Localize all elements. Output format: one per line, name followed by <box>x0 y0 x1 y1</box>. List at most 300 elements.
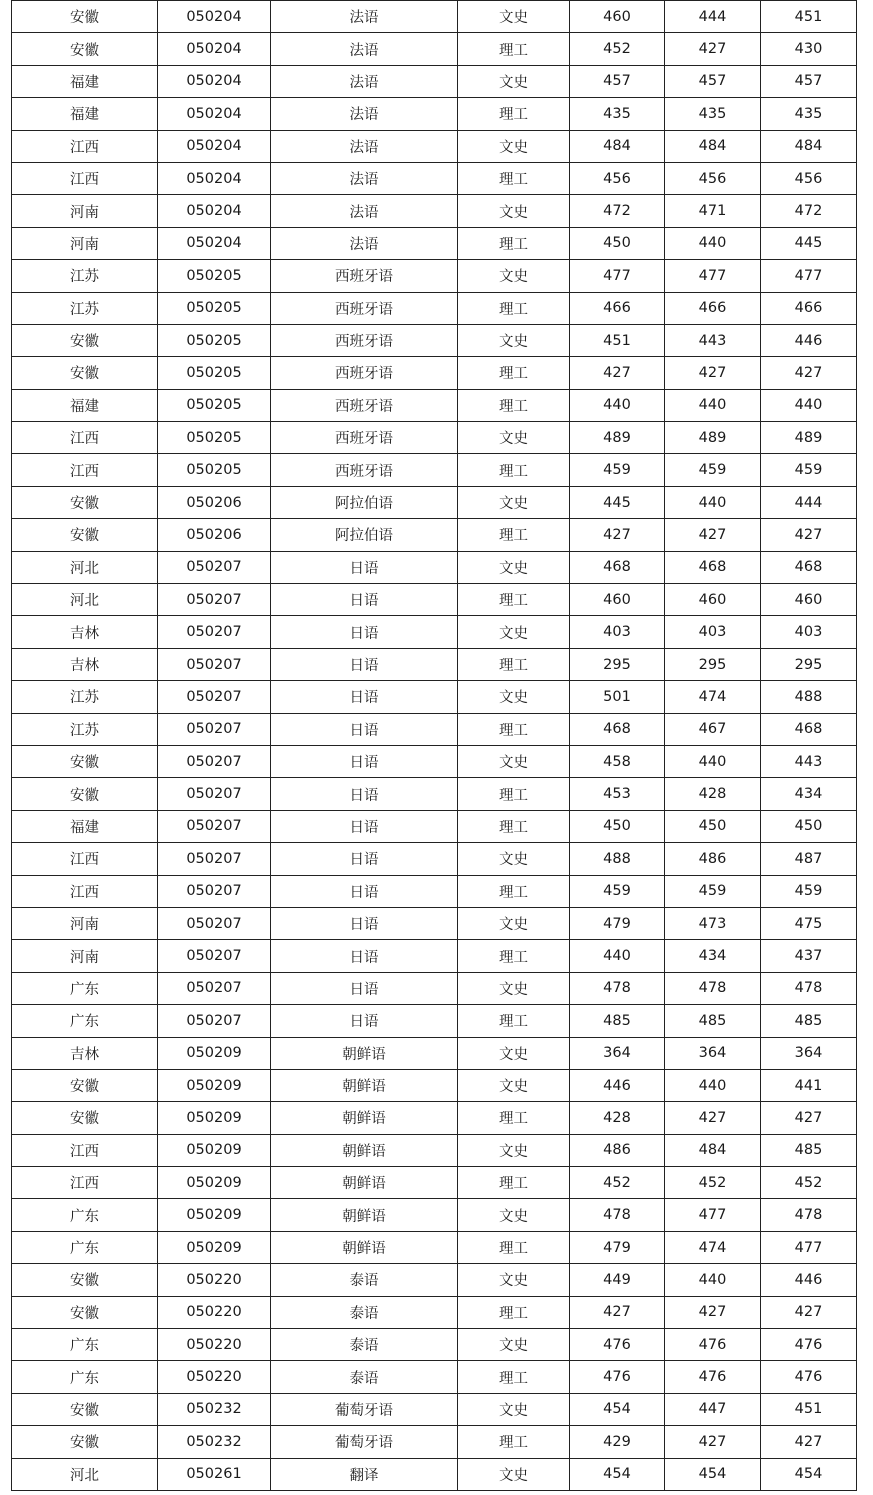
category-cell: 理工 <box>458 1231 570 1263</box>
major-code-cell: 050220 <box>158 1361 271 1393</box>
major-name-cell: 日语 <box>271 810 458 842</box>
major-name-cell: 泰语 <box>271 1329 458 1361</box>
max-score-cell: 476 <box>570 1329 665 1361</box>
province-cell: 河南 <box>12 907 158 939</box>
category-cell: 文史 <box>458 1134 570 1166</box>
major-name-cell: 西班牙语 <box>271 324 458 356</box>
major-code-cell: 050220 <box>158 1329 271 1361</box>
table-row <box>12 422 857 454</box>
avg-score-cell: 468 <box>761 551 857 583</box>
province-cell: 安徽 <box>12 745 158 777</box>
avg-score-cell: 468 <box>761 713 857 745</box>
avg-score-cell: 488 <box>761 681 857 713</box>
category-cell: 文史 <box>458 551 570 583</box>
max-score-cell: 468 <box>570 713 665 745</box>
avg-score-cell: 441 <box>761 1069 857 1101</box>
category-cell: 文史 <box>458 1037 570 1069</box>
min-score-cell: 460 <box>665 584 761 616</box>
category-cell: 理工 <box>458 454 570 486</box>
major-name-cell: 日语 <box>271 1005 458 1037</box>
category-cell: 文史 <box>458 907 570 939</box>
major-code-cell: 050205 <box>158 324 271 356</box>
avg-score-cell: 446 <box>761 1264 857 1296</box>
avg-score-cell: 459 <box>761 875 857 907</box>
min-score-cell: 474 <box>665 1231 761 1263</box>
category-cell: 理工 <box>458 1426 570 1458</box>
max-score-cell: 459 <box>570 454 665 486</box>
category-cell: 理工 <box>458 1102 570 1134</box>
major-name-cell: 西班牙语 <box>271 422 458 454</box>
max-score-cell: 456 <box>570 162 665 194</box>
major-name-cell: 法语 <box>271 1 458 33</box>
avg-score-cell: 489 <box>761 422 857 454</box>
major-code-cell: 050209 <box>158 1199 271 1231</box>
major-name-cell: 朝鲜语 <box>271 1037 458 1069</box>
table-row <box>12 810 857 842</box>
table-row <box>12 65 857 97</box>
major-code-cell: 050207 <box>158 551 271 583</box>
major-code-cell: 050209 <box>158 1167 271 1199</box>
category-cell: 理工 <box>458 1005 570 1037</box>
category-cell: 文史 <box>458 1458 570 1490</box>
category-cell: 理工 <box>458 357 570 389</box>
avg-score-cell: 440 <box>761 389 857 421</box>
max-score-cell: 460 <box>570 1 665 33</box>
major-name-cell: 葡萄牙语 <box>271 1426 458 1458</box>
major-name-cell: 日语 <box>271 681 458 713</box>
province-cell: 安徽 <box>12 1393 158 1425</box>
min-score-cell: 489 <box>665 422 761 454</box>
major-name-cell: 日语 <box>271 713 458 745</box>
province-cell: 江苏 <box>12 292 158 324</box>
max-score-cell: 468 <box>570 551 665 583</box>
table-row <box>12 1458 857 1490</box>
province-cell: 安徽 <box>12 778 158 810</box>
table-row <box>12 1199 857 1231</box>
major-code-cell: 050204 <box>158 130 271 162</box>
min-score-cell: 434 <box>665 940 761 972</box>
avg-score-cell: 475 <box>761 907 857 939</box>
avg-score-cell: 452 <box>761 1167 857 1199</box>
max-score-cell: 458 <box>570 745 665 777</box>
major-code-cell: 050207 <box>158 907 271 939</box>
table-row <box>12 162 857 194</box>
table-row <box>12 130 857 162</box>
avg-score-cell: 487 <box>761 843 857 875</box>
major-code-cell: 050207 <box>158 843 271 875</box>
max-score-cell: 429 <box>570 1426 665 1458</box>
avg-score-cell: 466 <box>761 292 857 324</box>
major-name-cell: 翻译 <box>271 1458 458 1490</box>
category-cell: 理工 <box>458 1361 570 1393</box>
min-score-cell: 485 <box>665 1005 761 1037</box>
min-score-cell: 443 <box>665 324 761 356</box>
category-cell: 理工 <box>458 33 570 65</box>
max-score-cell: 476 <box>570 1361 665 1393</box>
province-cell: 福建 <box>12 810 158 842</box>
min-score-cell: 486 <box>665 843 761 875</box>
max-score-cell: 479 <box>570 1231 665 1263</box>
table-row <box>12 713 857 745</box>
major-name-cell: 泰语 <box>271 1361 458 1393</box>
major-name-cell: 朝鲜语 <box>271 1231 458 1263</box>
min-score-cell: 477 <box>665 1199 761 1231</box>
min-score-cell: 454 <box>665 1458 761 1490</box>
avg-score-cell: 427 <box>761 357 857 389</box>
province-cell: 安徽 <box>12 486 158 518</box>
major-name-cell: 日语 <box>271 907 458 939</box>
major-code-cell: 050207 <box>158 972 271 1004</box>
admission-scores-table <box>11 0 857 1491</box>
category-cell: 理工 <box>458 713 570 745</box>
max-score-cell: 364 <box>570 1037 665 1069</box>
table-row <box>12 519 857 551</box>
table-row <box>12 98 857 130</box>
major-code-cell: 050209 <box>158 1231 271 1263</box>
major-code-cell: 050207 <box>158 875 271 907</box>
max-score-cell: 452 <box>570 33 665 65</box>
max-score-cell: 451 <box>570 324 665 356</box>
major-code-cell: 050204 <box>158 33 271 65</box>
province-cell: 安徽 <box>12 1 158 33</box>
major-name-cell: 日语 <box>271 843 458 875</box>
avg-score-cell: 434 <box>761 778 857 810</box>
min-score-cell: 484 <box>665 130 761 162</box>
table-row <box>12 486 857 518</box>
major-code-cell: 050204 <box>158 162 271 194</box>
avg-score-cell: 485 <box>761 1005 857 1037</box>
max-score-cell: 501 <box>570 681 665 713</box>
major-name-cell: 日语 <box>271 778 458 810</box>
category-cell: 文史 <box>458 486 570 518</box>
category-cell: 文史 <box>458 130 570 162</box>
province-cell: 江西 <box>12 162 158 194</box>
province-cell: 河北 <box>12 1458 158 1490</box>
province-cell: 广东 <box>12 1361 158 1393</box>
avg-score-cell: 435 <box>761 98 857 130</box>
major-name-cell: 泰语 <box>271 1296 458 1328</box>
max-score-cell: 295 <box>570 648 665 680</box>
province-cell: 安徽 <box>12 1069 158 1101</box>
min-score-cell: 474 <box>665 681 761 713</box>
max-score-cell: 485 <box>570 1005 665 1037</box>
table-body <box>12 1 857 1491</box>
province-cell: 安徽 <box>12 357 158 389</box>
table-row <box>12 940 857 972</box>
category-cell: 文史 <box>458 972 570 1004</box>
max-score-cell: 449 <box>570 1264 665 1296</box>
province-cell: 安徽 <box>12 33 158 65</box>
major-code-cell: 050232 <box>158 1393 271 1425</box>
category-cell: 理工 <box>458 1296 570 1328</box>
major-name-cell: 日语 <box>271 584 458 616</box>
max-score-cell: 445 <box>570 486 665 518</box>
category-cell: 理工 <box>458 875 570 907</box>
min-score-cell: 457 <box>665 65 761 97</box>
table-row <box>12 324 857 356</box>
major-code-cell: 050205 <box>158 389 271 421</box>
min-score-cell: 427 <box>665 519 761 551</box>
table-row <box>12 1 857 33</box>
major-name-cell: 西班牙语 <box>271 389 458 421</box>
min-score-cell: 450 <box>665 810 761 842</box>
min-score-cell: 444 <box>665 1 761 33</box>
avg-score-cell: 445 <box>761 227 857 259</box>
province-cell: 江西 <box>12 843 158 875</box>
table-row <box>12 907 857 939</box>
category-cell: 理工 <box>458 98 570 130</box>
major-name-cell: 法语 <box>271 130 458 162</box>
major-code-cell: 050207 <box>158 810 271 842</box>
min-score-cell: 471 <box>665 195 761 227</box>
avg-score-cell: 456 <box>761 162 857 194</box>
max-score-cell: 478 <box>570 1199 665 1231</box>
table-row <box>12 292 857 324</box>
major-code-cell: 050205 <box>158 357 271 389</box>
min-score-cell: 364 <box>665 1037 761 1069</box>
province-cell: 江西 <box>12 130 158 162</box>
min-score-cell: 428 <box>665 778 761 810</box>
province-cell: 江西 <box>12 875 158 907</box>
category-cell: 文史 <box>458 681 570 713</box>
category-cell: 理工 <box>458 940 570 972</box>
category-cell: 理工 <box>458 162 570 194</box>
min-score-cell: 403 <box>665 616 761 648</box>
max-score-cell: 454 <box>570 1393 665 1425</box>
min-score-cell: 427 <box>665 1102 761 1134</box>
major-name-cell: 日语 <box>271 972 458 1004</box>
table-row <box>12 648 857 680</box>
max-score-cell: 435 <box>570 98 665 130</box>
major-code-cell: 050207 <box>158 648 271 680</box>
min-score-cell: 459 <box>665 875 761 907</box>
category-cell: 文史 <box>458 1199 570 1231</box>
min-score-cell: 459 <box>665 454 761 486</box>
province-cell: 安徽 <box>12 1296 158 1328</box>
major-code-cell: 050232 <box>158 1426 271 1458</box>
category-cell: 理工 <box>458 227 570 259</box>
max-score-cell: 452 <box>570 1167 665 1199</box>
avg-score-cell: 437 <box>761 940 857 972</box>
major-code-cell: 050209 <box>158 1069 271 1101</box>
table-row <box>12 1296 857 1328</box>
category-cell: 文史 <box>458 616 570 648</box>
province-cell: 吉林 <box>12 616 158 648</box>
max-score-cell: 466 <box>570 292 665 324</box>
major-name-cell: 朝鲜语 <box>271 1167 458 1199</box>
major-code-cell: 050207 <box>158 713 271 745</box>
category-cell: 理工 <box>458 519 570 551</box>
category-cell: 文史 <box>458 843 570 875</box>
major-name-cell: 泰语 <box>271 1264 458 1296</box>
major-code-cell: 050206 <box>158 486 271 518</box>
table-row <box>12 551 857 583</box>
major-code-cell: 050207 <box>158 616 271 648</box>
table-row <box>12 1005 857 1037</box>
major-code-cell: 050209 <box>158 1134 271 1166</box>
max-score-cell: 457 <box>570 65 665 97</box>
major-name-cell: 日语 <box>271 616 458 648</box>
major-name-cell: 葡萄牙语 <box>271 1393 458 1425</box>
table-row <box>12 972 857 1004</box>
avg-score-cell: 427 <box>761 519 857 551</box>
major-code-cell: 050206 <box>158 519 271 551</box>
province-cell: 安徽 <box>12 1102 158 1134</box>
max-score-cell: 477 <box>570 260 665 292</box>
table-row <box>12 33 857 65</box>
major-name-cell: 朝鲜语 <box>271 1199 458 1231</box>
max-score-cell: 460 <box>570 584 665 616</box>
min-score-cell: 477 <box>665 260 761 292</box>
table-row <box>12 1231 857 1263</box>
max-score-cell: 427 <box>570 519 665 551</box>
min-score-cell: 427 <box>665 33 761 65</box>
major-name-cell: 西班牙语 <box>271 260 458 292</box>
max-score-cell: 479 <box>570 907 665 939</box>
province-cell: 广东 <box>12 1199 158 1231</box>
avg-score-cell: 459 <box>761 454 857 486</box>
avg-score-cell: 427 <box>761 1296 857 1328</box>
major-code-cell: 050205 <box>158 260 271 292</box>
max-score-cell: 450 <box>570 810 665 842</box>
province-cell: 江西 <box>12 1134 158 1166</box>
major-name-cell: 法语 <box>271 33 458 65</box>
min-score-cell: 452 <box>665 1167 761 1199</box>
max-score-cell: 478 <box>570 972 665 1004</box>
category-cell: 理工 <box>458 778 570 810</box>
max-score-cell: 488 <box>570 843 665 875</box>
min-score-cell: 478 <box>665 972 761 1004</box>
avg-score-cell: 472 <box>761 195 857 227</box>
avg-score-cell: 476 <box>761 1329 857 1361</box>
max-score-cell: 427 <box>570 357 665 389</box>
avg-score-cell: 427 <box>761 1426 857 1458</box>
major-name-cell: 朝鲜语 <box>271 1069 458 1101</box>
province-cell: 江苏 <box>12 681 158 713</box>
avg-score-cell: 403 <box>761 616 857 648</box>
category-cell: 文史 <box>458 1329 570 1361</box>
province-cell: 广东 <box>12 1005 158 1037</box>
avg-score-cell: 443 <box>761 745 857 777</box>
table-row <box>12 681 857 713</box>
min-score-cell: 440 <box>665 1069 761 1101</box>
major-code-cell: 050207 <box>158 584 271 616</box>
avg-score-cell: 295 <box>761 648 857 680</box>
max-score-cell: 489 <box>570 422 665 454</box>
major-code-cell: 050204 <box>158 195 271 227</box>
category-cell: 文史 <box>458 65 570 97</box>
max-score-cell: 486 <box>570 1134 665 1166</box>
avg-score-cell: 477 <box>761 260 857 292</box>
table-row <box>12 1426 857 1458</box>
avg-score-cell: 457 <box>761 65 857 97</box>
province-cell: 江西 <box>12 454 158 486</box>
table-row <box>12 1037 857 1069</box>
province-cell: 福建 <box>12 98 158 130</box>
avg-score-cell: 451 <box>761 1393 857 1425</box>
max-score-cell: 446 <box>570 1069 665 1101</box>
table-row <box>12 454 857 486</box>
avg-score-cell: 427 <box>761 1102 857 1134</box>
major-name-cell: 阿拉伯语 <box>271 519 458 551</box>
min-score-cell: 476 <box>665 1361 761 1393</box>
avg-score-cell: 476 <box>761 1361 857 1393</box>
min-score-cell: 476 <box>665 1329 761 1361</box>
avg-score-cell: 478 <box>761 1199 857 1231</box>
province-cell: 吉林 <box>12 648 158 680</box>
avg-score-cell: 454 <box>761 1458 857 1490</box>
province-cell: 广东 <box>12 972 158 1004</box>
major-name-cell: 法语 <box>271 162 458 194</box>
table-row <box>12 1264 857 1296</box>
avg-score-cell: 444 <box>761 486 857 518</box>
max-score-cell: 459 <box>570 875 665 907</box>
table-row <box>12 584 857 616</box>
table-row <box>12 875 857 907</box>
min-score-cell: 435 <box>665 98 761 130</box>
province-cell: 福建 <box>12 65 158 97</box>
avg-score-cell: 430 <box>761 33 857 65</box>
province-cell: 广东 <box>12 1231 158 1263</box>
major-name-cell: 日语 <box>271 875 458 907</box>
category-cell: 文史 <box>458 324 570 356</box>
avg-score-cell: 484 <box>761 130 857 162</box>
table-row <box>12 745 857 777</box>
min-score-cell: 456 <box>665 162 761 194</box>
province-cell: 安徽 <box>12 324 158 356</box>
major-name-cell: 朝鲜语 <box>271 1134 458 1166</box>
min-score-cell: 427 <box>665 1426 761 1458</box>
major-code-cell: 050205 <box>158 292 271 324</box>
avg-score-cell: 450 <box>761 810 857 842</box>
category-cell: 文史 <box>458 422 570 454</box>
province-cell: 吉林 <box>12 1037 158 1069</box>
major-name-cell: 西班牙语 <box>271 292 458 324</box>
major-name-cell: 朝鲜语 <box>271 1102 458 1134</box>
major-name-cell: 日语 <box>271 648 458 680</box>
major-code-cell: 050204 <box>158 98 271 130</box>
min-score-cell: 427 <box>665 357 761 389</box>
major-code-cell: 050204 <box>158 1 271 33</box>
major-name-cell: 法语 <box>271 98 458 130</box>
min-score-cell: 427 <box>665 1296 761 1328</box>
category-cell: 理工 <box>458 292 570 324</box>
major-name-cell: 西班牙语 <box>271 454 458 486</box>
max-score-cell: 403 <box>570 616 665 648</box>
min-score-cell: 473 <box>665 907 761 939</box>
max-score-cell: 484 <box>570 130 665 162</box>
min-score-cell: 440 <box>665 389 761 421</box>
max-score-cell: 453 <box>570 778 665 810</box>
major-code-cell: 050207 <box>158 745 271 777</box>
major-code-cell: 050207 <box>158 778 271 810</box>
province-cell: 安徽 <box>12 519 158 551</box>
avg-score-cell: 477 <box>761 1231 857 1263</box>
table-row <box>12 389 857 421</box>
major-code-cell: 050205 <box>158 422 271 454</box>
category-cell: 文史 <box>458 1393 570 1425</box>
min-score-cell: 440 <box>665 486 761 518</box>
min-score-cell: 466 <box>665 292 761 324</box>
category-cell: 文史 <box>458 745 570 777</box>
table-row <box>12 1393 857 1425</box>
min-score-cell: 440 <box>665 1264 761 1296</box>
category-cell: 文史 <box>458 260 570 292</box>
category-cell: 文史 <box>458 1264 570 1296</box>
province-cell: 河南 <box>12 195 158 227</box>
max-score-cell: 440 <box>570 940 665 972</box>
max-score-cell: 427 <box>570 1296 665 1328</box>
